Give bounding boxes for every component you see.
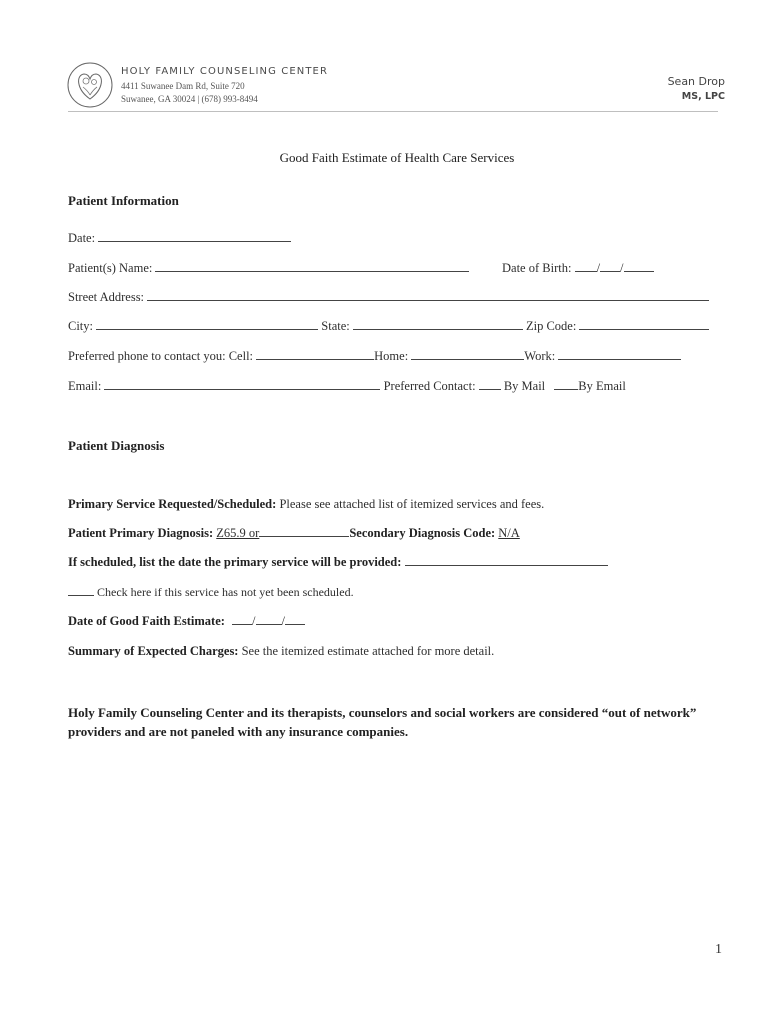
street-field[interactable] [147, 290, 709, 301]
phone-label: Preferred phone to contact you: Cell: [68, 349, 254, 363]
patient-name-field[interactable] [155, 261, 469, 272]
not-scheduled-checkbox[interactable] [68, 585, 94, 596]
dob-month-field[interactable] [575, 261, 597, 272]
cell-field[interactable] [256, 349, 374, 360]
secondary-dx-value[interactable]: N/A [498, 526, 520, 540]
provider-name: Sean Drop [667, 75, 725, 88]
primary-service-label: Primary Service Requested/Scheduled: [68, 497, 277, 511]
date-row [68, 231, 291, 246]
org-address: 4411 Suwanee Dam Rd, Suite 720 [121, 81, 245, 91]
email-row [68, 379, 626, 394]
work-field[interactable] [558, 349, 681, 360]
city-row [68, 319, 709, 334]
city-field[interactable] [96, 319, 318, 330]
home-label: Home: [374, 349, 409, 363]
diagnosis-heading: Patient Diagnosis [68, 438, 165, 453]
by-email-checkbox[interactable] [554, 379, 578, 390]
zip-label: Zip Code: [525, 319, 577, 333]
heart-figure-logo-icon [66, 61, 114, 109]
dob-label: Date of Birth: [502, 261, 572, 275]
city-label: City: [68, 319, 94, 333]
primary-dx-field[interactable] [259, 526, 349, 537]
email-field[interactable] [104, 379, 380, 390]
patient-name-row [68, 261, 469, 276]
dob-row: Date of Birth: / / [502, 261, 654, 276]
patient-name-label: Patient(s) Name: [68, 261, 153, 275]
primary-dx-row [68, 526, 520, 541]
date-field[interactable] [98, 231, 291, 242]
out-of-network-notice: Holy Family Counseling Center and its therapists, counselors and social workers are considered “out of network” providers and are not paneled with any insurance companies. [68, 705, 697, 739]
street-label: Street Address: [68, 290, 145, 304]
org-city-phone: Suwanee, GA 30024 | (678) 993-8494 [121, 94, 258, 104]
document-title: Good Faith Estimate of Health Care Services [279, 150, 515, 165]
page-number: 1 [715, 942, 722, 957]
summary-value: See the itemized estimate attached for more detail. [241, 644, 495, 658]
primary-service-row [68, 497, 544, 512]
gfe-year-field[interactable] [285, 614, 305, 625]
gfe-day-field[interactable] [256, 614, 282, 625]
secondary-dx-label: Secondary Diagnosis Code: [349, 526, 496, 540]
scheduled-date-field[interactable] [405, 555, 608, 566]
email-label: Email: [68, 379, 102, 393]
org-name: HOLY FAMILY COUNSELING CENTER [121, 66, 329, 77]
header-divider [68, 111, 718, 112]
gfe-date-row: Date of Good Faith Estimate: / / [68, 614, 305, 629]
gfe-month-field[interactable] [232, 614, 252, 625]
state-field[interactable] [353, 319, 523, 330]
home-field[interactable] [411, 349, 524, 360]
by-mail-label: By Mail [503, 379, 546, 393]
by-email-label: By Email [578, 379, 626, 393]
state-label: State: [321, 319, 350, 333]
dob-day-field[interactable] [600, 261, 620, 272]
phone-row [68, 349, 681, 364]
summary-row [68, 644, 494, 659]
primary-dx-label: Patient Primary Diagnosis: [68, 526, 214, 540]
primary-service-value: Please see attached list of itemized services and fees. [279, 497, 545, 511]
date-label: Date: [68, 231, 96, 245]
not-scheduled-label: Check here if this service has not yet been scheduled. [97, 585, 354, 599]
summary-label: Summary of Expected Charges: [68, 644, 239, 658]
provider-credentials: MS, LPC [681, 91, 725, 102]
primary-dx-value[interactable]: Z65.9 or [216, 526, 260, 540]
zip-field[interactable] [579, 319, 709, 330]
gfe-date-label: Date of Good Faith Estimate: [68, 614, 225, 628]
work-label: Work: [524, 349, 556, 363]
preferred-contact-label: Preferred Contact: [383, 379, 476, 393]
scheduled-row [68, 555, 608, 570]
not-scheduled-row [68, 585, 354, 600]
scheduled-label: If scheduled, list the date the primary service will be provided: [68, 555, 402, 569]
patient-info-heading: Patient Information [68, 193, 179, 208]
dob-year-field[interactable] [624, 261, 654, 272]
street-row [68, 290, 709, 305]
by-mail-checkbox[interactable] [479, 379, 501, 390]
